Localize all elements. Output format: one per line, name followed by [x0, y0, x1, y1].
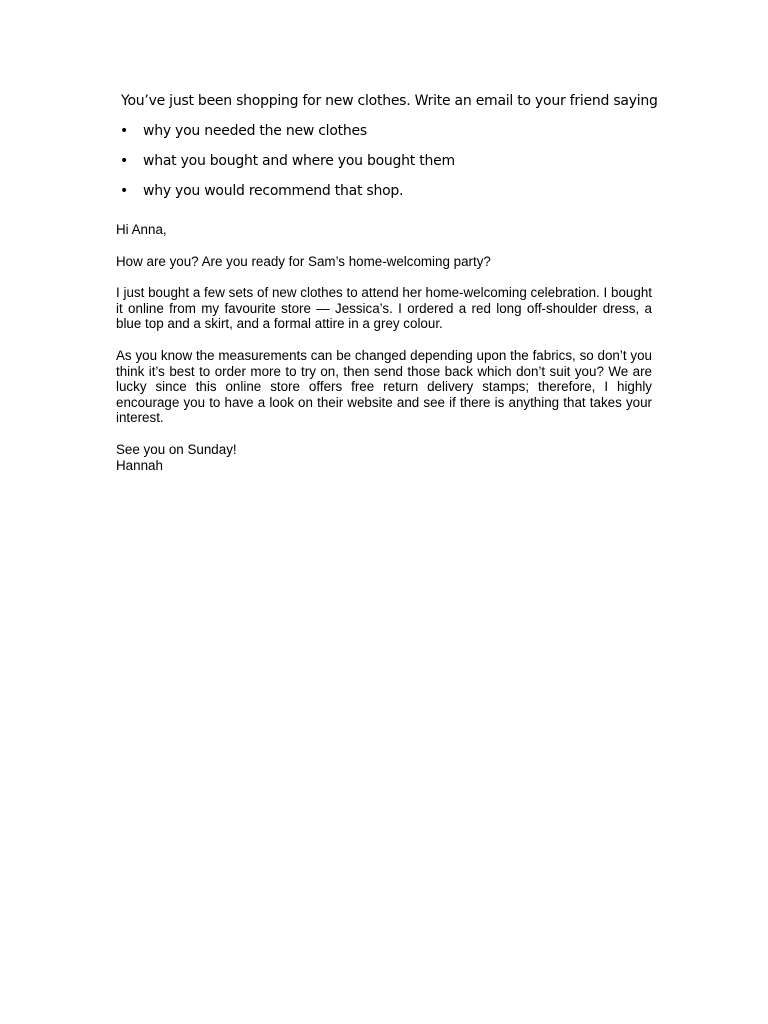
bullet-icon: • — [120, 123, 129, 139]
bullet-icon: • — [120, 153, 129, 169]
task-bullet-list — [121, 120, 661, 202]
letter-signature: Hannah — [116, 457, 163, 473]
task-bullet-text: why you needed the new clothes — [143, 123, 367, 139]
email-letter — [116, 222, 652, 473]
task-bullet-text: why you would recommend that shop. — [143, 183, 404, 199]
task-bullet-item — [121, 150, 661, 172]
letter-paragraph: How are you? Are you ready for Sam’s home-welcoming party? — [116, 253, 491, 269]
task-bullet-item — [121, 180, 661, 202]
task-instructions — [121, 90, 661, 210]
task-bullet-item — [121, 120, 661, 142]
letter-paragraph: As you know the measurements can be changed depending upon the fabrics, so don’t you think it’s best to order more to try on, then send those back which don’t suit you? We are lucky since this online store offers free return delivery stamps; therefore, I highly encourage you to have a look on their website and see if there is anything that takes your interest. — [116, 347, 652, 426]
letter-paragraph: I just bought a few sets of new clothes to attend her home-welcoming celebration. I bought it online from my favourite store — Jessica’s. I ordered a red long off-shoulder dress, a blue top and a skirt, and a formal attire in a grey colour. — [116, 285, 652, 332]
letter-greeting: Hi Anna, — [116, 222, 167, 237]
task-bullet-text: what you bought and where you bought them — [143, 153, 455, 169]
task-prompt: You’ve just been shopping for new clothes. Write an email to your friend saying — [121, 93, 658, 109]
bullet-icon: • — [120, 183, 129, 199]
letter-closing: See you on Sunday! — [116, 441, 237, 457]
